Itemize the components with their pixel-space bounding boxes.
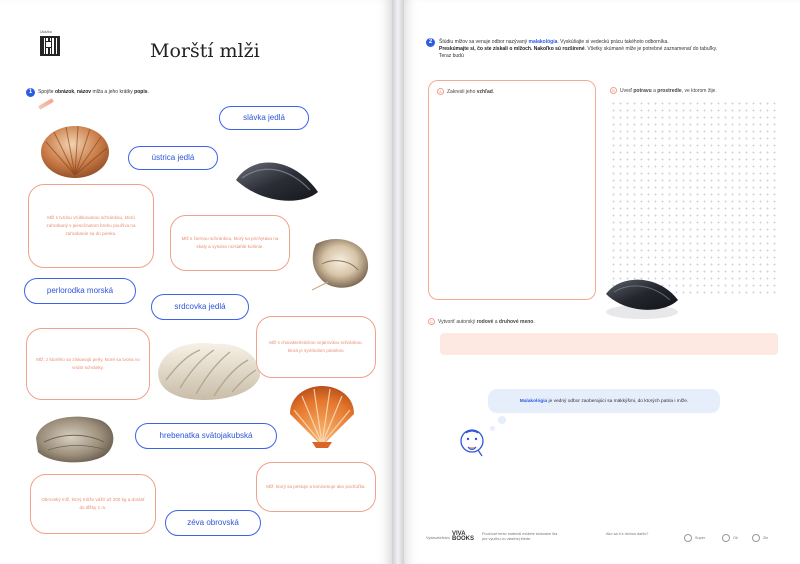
name-pill-zeva[interactable]: zéva obrovská [165,510,261,536]
sad-face-icon[interactable] [752,534,760,542]
book-gutter [392,0,404,564]
species-name-input[interactable] [440,333,778,355]
publisher-label: Vydavateľstvo [426,536,450,540]
box-c-title: C Vytvoriť autorský rodové a druhové meno. [428,318,535,325]
bubble-tail-dot-small [490,426,495,431]
task-2-instruction: Štúdiu mlžov sa venuje odbor nazývaný malakológia. Vyskúšajte si vedeckú prácu takéhoto odborníka. Preskúmajte si, čo ste získali o mlžoch. Nakoľko sú rozšírené. Všetky skúmané mlže je potrebné zaznamenať do tabuľky. Teraz budú [439,39,718,59]
pearl-oyster-image[interactable] [308,234,374,296]
name-pill-srdcovka[interactable]: srdcovka jedlá [151,294,249,320]
drawing-box-a[interactable] [428,80,596,300]
rating-prompt: Ako sa ti s úlohou darilo? [606,532,649,536]
mussel-shell-image[interactable] [232,150,322,208]
qr-code-icon[interactable] [40,36,60,56]
footer-note: Používať tento materiál môžete slobodne iba pre výučbu vo vlastnej triede. [482,532,558,541]
cockle-shell-image[interactable] [38,120,113,180]
task-number-1: 1 [26,88,35,97]
neutral-face-icon[interactable] [722,534,730,542]
pencil-icon [38,98,54,109]
box-a-title: A Zakresli jeho vzhľad. [437,88,494,95]
task-number-2: 2 [426,38,435,47]
description-card-4[interactable]: Mlž s charakteristickou vejárovitou schránkou, ktorá je symbolom pútnikov. [256,316,376,378]
name-pill-hrebenatka[interactable]: hrebenatka svätojakubská [135,423,277,449]
name-pill-ustrica[interactable]: ústrica jedlá [128,146,218,170]
description-card-3[interactable]: Mlž, z ktorého sa získavajú perly, ktoré sa tvoria vo vnútri schránky. [26,328,150,400]
rating-ok[interactable]: Ok [733,536,738,540]
description-card-6[interactable]: Obrovský mlž, ktorý môže vážiť až 200 kg a dorásť do dĺžky 1 m. [30,474,156,534]
oyster-shell-image[interactable] [30,408,120,466]
left-page [0,0,392,564]
description-card-2[interactable]: Mlž s čiernou schránkou, ktorý sa prichytáva na skaly a vytvára rozsiahle kolónie. [170,215,290,271]
rating-super[interactable]: Super [695,536,706,540]
mussel-illustration [600,272,682,322]
box-b-title: B Uveď potravu a prostredie, ve ktorom žije. [610,87,717,94]
page-title: Morští mlži [150,40,260,62]
dotted-writing-area[interactable] [610,100,780,296]
bubble-tail-dot [498,416,506,424]
smile-face-icon[interactable] [684,534,692,542]
name-pill-perlorodka[interactable]: perlorodka morská [24,278,136,304]
name-pill-slavka[interactable]: slávka jedlá [219,106,309,130]
task-1-instruction: Spoj/te obrázok, názov mlža a jeho krátky popis. [38,89,149,95]
info-bubble: Malakológia je vedný odbor zaoberajúci sa mäkkýšmi, do ktorých patria i mlže. [488,389,720,413]
giant-clam-image[interactable] [154,336,264,406]
right-page [404,0,800,564]
description-card-1[interactable]: Mlž s tvrdou vrúbkovanou schránkou, ktorú zahrabaný v piesočnatom brehu používa na zahrabanie sa do piesku. [28,184,154,268]
rating-zle[interactable]: Zle [763,536,769,540]
description-card-5[interactable]: Mlž, ktorý sa pestuje a konzumuje ako pochúťka. [256,462,376,512]
scallop-shell-image[interactable] [286,384,358,448]
publisher-logo: VIVA BOOKS [452,531,475,542]
qr-label: Ukážka [40,30,52,34]
thinking-person-icon [458,428,486,458]
